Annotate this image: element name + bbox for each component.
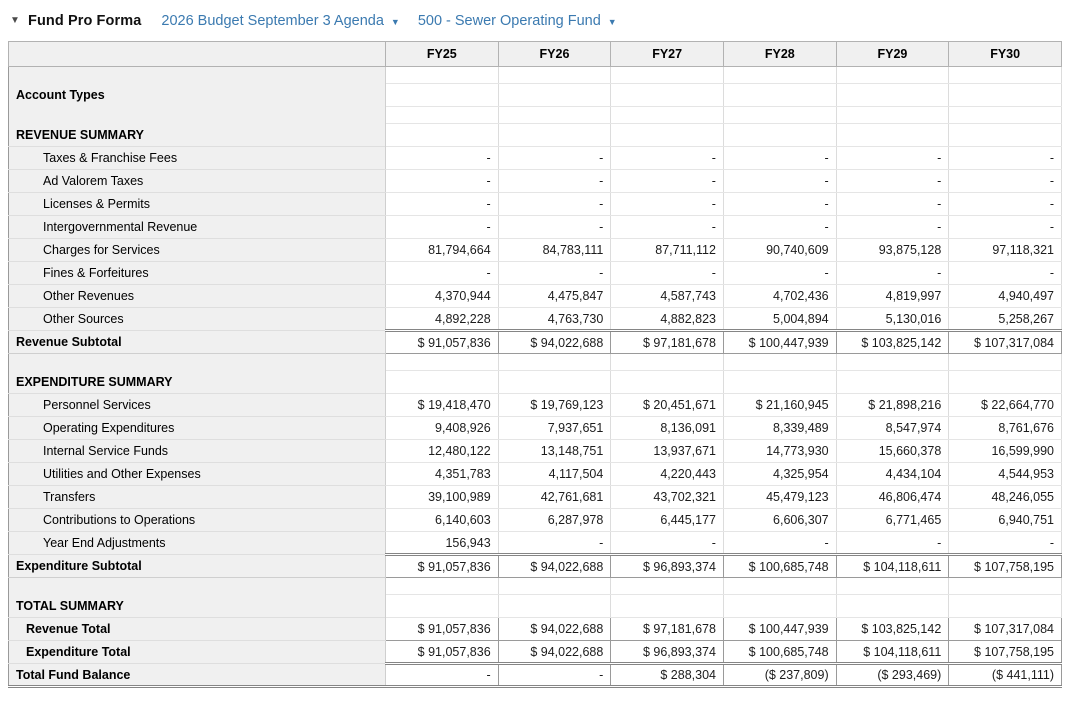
value-cell <box>386 354 499 371</box>
label-column-header <box>9 42 386 67</box>
value-cell <box>836 578 949 595</box>
value-cell: 46,806,474 <box>836 486 949 509</box>
value-cell: $ 103,825,142 <box>836 331 949 354</box>
row-label: Licenses & Permits <box>9 193 386 216</box>
value-cell: $ 103,825,142 <box>836 618 949 641</box>
value-cell: - <box>386 147 499 170</box>
table-row <box>9 618 1062 641</box>
column-header: FY25 <box>386 42 499 67</box>
value-cell: - <box>498 216 611 239</box>
value-cell: 16,599,990 <box>949 440 1062 463</box>
row-label <box>9 67 386 84</box>
value-cell: 4,763,730 <box>498 308 611 331</box>
row-label: Revenue Subtotal <box>9 331 386 354</box>
row-label: Personnel Services <box>9 394 386 417</box>
value-cell: 90,740,609 <box>723 239 836 262</box>
table-row <box>9 641 1062 664</box>
value-cell <box>836 84 949 107</box>
value-cell <box>498 578 611 595</box>
row-label: Other Sources <box>9 308 386 331</box>
value-cell: $ 21,160,945 <box>723 394 836 417</box>
page-title: Fund Pro Forma <box>28 13 142 29</box>
row-label: Fines & Forfeitures <box>9 262 386 285</box>
value-cell: 4,702,436 <box>723 285 836 308</box>
value-cell: ($ 441,111) <box>949 664 1062 687</box>
row-label: Contributions to Operations <box>9 509 386 532</box>
value-cell: - <box>498 193 611 216</box>
value-cell <box>386 84 499 107</box>
value-cell: 97,118,321 <box>949 239 1062 262</box>
dropdown-arrow-icon: ▼ <box>607 16 617 27</box>
value-cell: $ 94,022,688 <box>498 618 611 641</box>
value-cell: - <box>949 216 1062 239</box>
value-cell: 15,660,378 <box>836 440 949 463</box>
value-cell: - <box>836 262 949 285</box>
value-cell: $ 107,758,195 <box>949 641 1062 664</box>
value-cell <box>498 67 611 84</box>
column-header: FY29 <box>836 42 949 67</box>
value-cell <box>386 124 499 147</box>
value-cell: 6,445,177 <box>611 509 724 532</box>
value-cell: 4,544,953 <box>949 463 1062 486</box>
fund-dropdown-label: 500 - Sewer Operating Fund <box>417 13 601 29</box>
table-row <box>9 147 1062 170</box>
value-cell: - <box>723 170 836 193</box>
value-cell <box>386 107 499 124</box>
value-cell: 5,258,267 <box>949 308 1062 331</box>
column-header: FY28 <box>723 42 836 67</box>
value-cell: - <box>836 193 949 216</box>
header-row <box>9 42 1062 67</box>
value-cell: - <box>836 532 949 555</box>
value-cell <box>611 595 724 618</box>
row-label: Operating Expenditures <box>9 417 386 440</box>
table-row <box>9 67 1062 84</box>
row-label: Account Types <box>9 84 386 107</box>
value-cell <box>611 124 724 147</box>
value-cell <box>723 354 836 371</box>
value-cell: - <box>386 170 499 193</box>
value-cell: - <box>498 532 611 555</box>
table-row <box>9 216 1062 239</box>
fund-dropdown[interactable] <box>418 13 617 29</box>
row-label: Revenue Total <box>9 618 386 641</box>
row-label <box>9 107 386 124</box>
table-row <box>9 532 1062 555</box>
value-cell: $ 94,022,688 <box>498 641 611 664</box>
value-cell <box>949 107 1062 124</box>
value-cell <box>611 354 724 371</box>
value-cell <box>949 354 1062 371</box>
value-cell: - <box>498 664 611 687</box>
value-cell: $ 96,893,374 <box>611 555 724 578</box>
value-cell: 48,246,055 <box>949 486 1062 509</box>
value-cell: $ 97,181,678 <box>611 331 724 354</box>
value-cell: - <box>498 262 611 285</box>
value-cell: - <box>723 216 836 239</box>
table-row <box>9 555 1062 578</box>
value-cell: $ 20,451,671 <box>611 394 724 417</box>
value-cell <box>836 371 949 394</box>
value-cell <box>611 67 724 84</box>
value-cell: - <box>723 262 836 285</box>
value-cell: 87,711,112 <box>611 239 724 262</box>
value-cell <box>949 578 1062 595</box>
table-row <box>9 331 1062 354</box>
row-label: TOTAL SUMMARY <box>9 595 386 618</box>
value-cell: 7,937,651 <box>498 417 611 440</box>
value-cell: 4,819,997 <box>836 285 949 308</box>
table-row <box>9 578 1062 595</box>
value-cell <box>723 67 836 84</box>
value-cell: $ 91,057,836 <box>386 331 499 354</box>
value-cell: $ 94,022,688 <box>498 331 611 354</box>
value-cell: 84,783,111 <box>498 239 611 262</box>
value-cell: 4,325,954 <box>723 463 836 486</box>
value-cell: - <box>611 216 724 239</box>
table-row <box>9 509 1062 532</box>
value-cell: $ 100,447,939 <box>723 618 836 641</box>
value-cell: 4,220,443 <box>611 463 724 486</box>
value-cell: - <box>723 532 836 555</box>
column-header: FY27 <box>611 42 724 67</box>
value-cell <box>498 595 611 618</box>
topbar <box>0 0 1068 32</box>
row-label: Intergovernmental Revenue <box>9 216 386 239</box>
table-row <box>9 107 1062 124</box>
collapse-caret-icon[interactable]: ▼ <box>10 15 20 26</box>
value-cell: $ 19,418,470 <box>386 394 499 417</box>
value-cell: 81,794,664 <box>386 239 499 262</box>
column-header: FY26 <box>498 42 611 67</box>
row-label <box>9 354 386 371</box>
value-cell <box>723 578 836 595</box>
row-label: Other Revenues <box>9 285 386 308</box>
row-label: Expenditure Total <box>9 641 386 664</box>
row-label: EXPENDITURE SUMMARY <box>9 371 386 394</box>
value-cell: - <box>611 193 724 216</box>
value-cell: - <box>949 147 1062 170</box>
value-cell: $ 288,304 <box>611 664 724 687</box>
value-cell <box>949 84 1062 107</box>
value-cell <box>498 124 611 147</box>
value-cell: 4,475,847 <box>498 285 611 308</box>
row-label: Taxes & Franchise Fees <box>9 147 386 170</box>
value-cell: ($ 237,809) <box>723 664 836 687</box>
value-cell: 4,940,497 <box>949 285 1062 308</box>
value-cell: $ 91,057,836 <box>386 555 499 578</box>
table-row <box>9 394 1062 417</box>
value-cell: 4,587,743 <box>611 285 724 308</box>
value-cell: 8,547,974 <box>836 417 949 440</box>
value-cell: 8,761,676 <box>949 417 1062 440</box>
value-cell: - <box>949 170 1062 193</box>
value-cell: 4,117,504 <box>498 463 611 486</box>
value-cell: - <box>723 193 836 216</box>
table-row <box>9 595 1062 618</box>
table-row <box>9 308 1062 331</box>
table-row <box>9 84 1062 107</box>
value-cell: 4,370,944 <box>386 285 499 308</box>
value-cell <box>836 354 949 371</box>
value-cell <box>386 595 499 618</box>
value-cell: 43,702,321 <box>611 486 724 509</box>
row-label: Ad Valorem Taxes <box>9 170 386 193</box>
table-row <box>9 354 1062 371</box>
value-cell <box>723 84 836 107</box>
value-cell: - <box>949 193 1062 216</box>
value-cell: $ 100,447,939 <box>723 331 836 354</box>
value-cell <box>386 371 499 394</box>
table-header <box>9 42 1062 67</box>
value-cell: $ 100,685,748 <box>723 555 836 578</box>
value-cell <box>949 595 1062 618</box>
value-cell: $ 91,057,836 <box>386 641 499 664</box>
value-cell: $ 91,057,836 <box>386 618 499 641</box>
value-cell: 156,943 <box>386 532 499 555</box>
value-cell <box>949 124 1062 147</box>
value-cell <box>611 84 724 107</box>
value-cell <box>498 354 611 371</box>
table-row <box>9 170 1062 193</box>
value-cell: 45,479,123 <box>723 486 836 509</box>
value-cell: - <box>836 147 949 170</box>
proforma-table <box>8 41 1062 688</box>
dropdown-arrow-icon: ▼ <box>390 16 400 27</box>
table-row <box>9 486 1062 509</box>
value-cell: 8,136,091 <box>611 417 724 440</box>
value-cell: 39,100,989 <box>386 486 499 509</box>
value-cell: 6,140,603 <box>386 509 499 532</box>
value-cell: - <box>836 170 949 193</box>
value-cell: 6,940,751 <box>949 509 1062 532</box>
value-cell: - <box>611 147 724 170</box>
value-cell: ($ 293,469) <box>836 664 949 687</box>
value-cell <box>836 124 949 147</box>
table-row <box>9 417 1062 440</box>
value-cell: - <box>386 664 499 687</box>
value-cell <box>723 107 836 124</box>
row-label: Total Fund Balance <box>9 664 386 687</box>
value-cell: 6,606,307 <box>723 509 836 532</box>
value-cell: $ 19,769,123 <box>498 394 611 417</box>
row-label: Utilities and Other Expenses <box>9 463 386 486</box>
table-row <box>9 239 1062 262</box>
value-cell: 5,004,894 <box>723 308 836 331</box>
row-label: REVENUE SUMMARY <box>9 124 386 147</box>
value-cell: - <box>611 532 724 555</box>
value-cell: $ 96,893,374 <box>611 641 724 664</box>
column-header: FY30 <box>949 42 1062 67</box>
value-cell: $ 97,181,678 <box>611 618 724 641</box>
value-cell <box>836 67 949 84</box>
row-label: Internal Service Funds <box>9 440 386 463</box>
value-cell <box>836 107 949 124</box>
value-cell <box>611 371 724 394</box>
value-cell: - <box>386 216 499 239</box>
value-cell: $ 21,898,216 <box>836 394 949 417</box>
value-cell: 6,287,978 <box>498 509 611 532</box>
value-cell: - <box>386 262 499 285</box>
budget-dropdown-label: 2026 Budget September 3 Agenda <box>161 13 384 29</box>
value-cell <box>498 107 611 124</box>
row-label: Year End Adjustments <box>9 532 386 555</box>
value-cell: 42,761,681 <box>498 486 611 509</box>
value-cell <box>949 67 1062 84</box>
value-cell <box>386 578 499 595</box>
value-cell <box>949 371 1062 394</box>
value-cell: 93,875,128 <box>836 239 949 262</box>
value-cell: 13,148,751 <box>498 440 611 463</box>
row-label <box>9 578 386 595</box>
value-cell: 5,130,016 <box>836 308 949 331</box>
value-cell: 14,773,930 <box>723 440 836 463</box>
value-cell: $ 104,118,611 <box>836 555 949 578</box>
table-row <box>9 664 1062 687</box>
value-cell: - <box>611 262 724 285</box>
value-cell <box>723 124 836 147</box>
budget-dropdown[interactable] <box>161 13 399 29</box>
value-cell: 6,771,465 <box>836 509 949 532</box>
value-cell: - <box>498 147 611 170</box>
value-cell: - <box>386 193 499 216</box>
value-cell <box>498 84 611 107</box>
value-cell <box>836 595 949 618</box>
table-row <box>9 440 1062 463</box>
table-row <box>9 262 1062 285</box>
value-cell: - <box>949 262 1062 285</box>
table-row <box>9 371 1062 394</box>
value-cell: $ 107,317,084 <box>949 618 1062 641</box>
value-cell: 12,480,122 <box>386 440 499 463</box>
value-cell <box>723 595 836 618</box>
value-cell: 4,351,783 <box>386 463 499 486</box>
value-cell: - <box>611 170 724 193</box>
table-row <box>9 463 1062 486</box>
value-cell: - <box>949 532 1062 555</box>
value-cell: 9,408,926 <box>386 417 499 440</box>
value-cell: $ 22,664,770 <box>949 394 1062 417</box>
value-cell: $ 107,317,084 <box>949 331 1062 354</box>
value-cell: 4,434,104 <box>836 463 949 486</box>
value-cell <box>611 578 724 595</box>
value-cell: $ 94,022,688 <box>498 555 611 578</box>
value-cell: 8,339,489 <box>723 417 836 440</box>
value-cell: - <box>723 147 836 170</box>
value-cell <box>498 371 611 394</box>
value-cell <box>611 107 724 124</box>
value-cell <box>723 371 836 394</box>
row-label: Expenditure Subtotal <box>9 555 386 578</box>
table-row <box>9 124 1062 147</box>
value-cell <box>386 67 499 84</box>
value-cell: - <box>498 170 611 193</box>
table-row <box>9 193 1062 216</box>
row-label: Transfers <box>9 486 386 509</box>
value-cell: $ 104,118,611 <box>836 641 949 664</box>
proforma-table-body <box>9 67 1062 687</box>
value-cell: 4,892,228 <box>386 308 499 331</box>
row-label: Charges for Services <box>9 239 386 262</box>
value-cell: 4,882,823 <box>611 308 724 331</box>
value-cell: $ 107,758,195 <box>949 555 1062 578</box>
value-cell: - <box>836 216 949 239</box>
value-cell: $ 100,685,748 <box>723 641 836 664</box>
table-row <box>9 285 1062 308</box>
value-cell: 13,937,671 <box>611 440 724 463</box>
